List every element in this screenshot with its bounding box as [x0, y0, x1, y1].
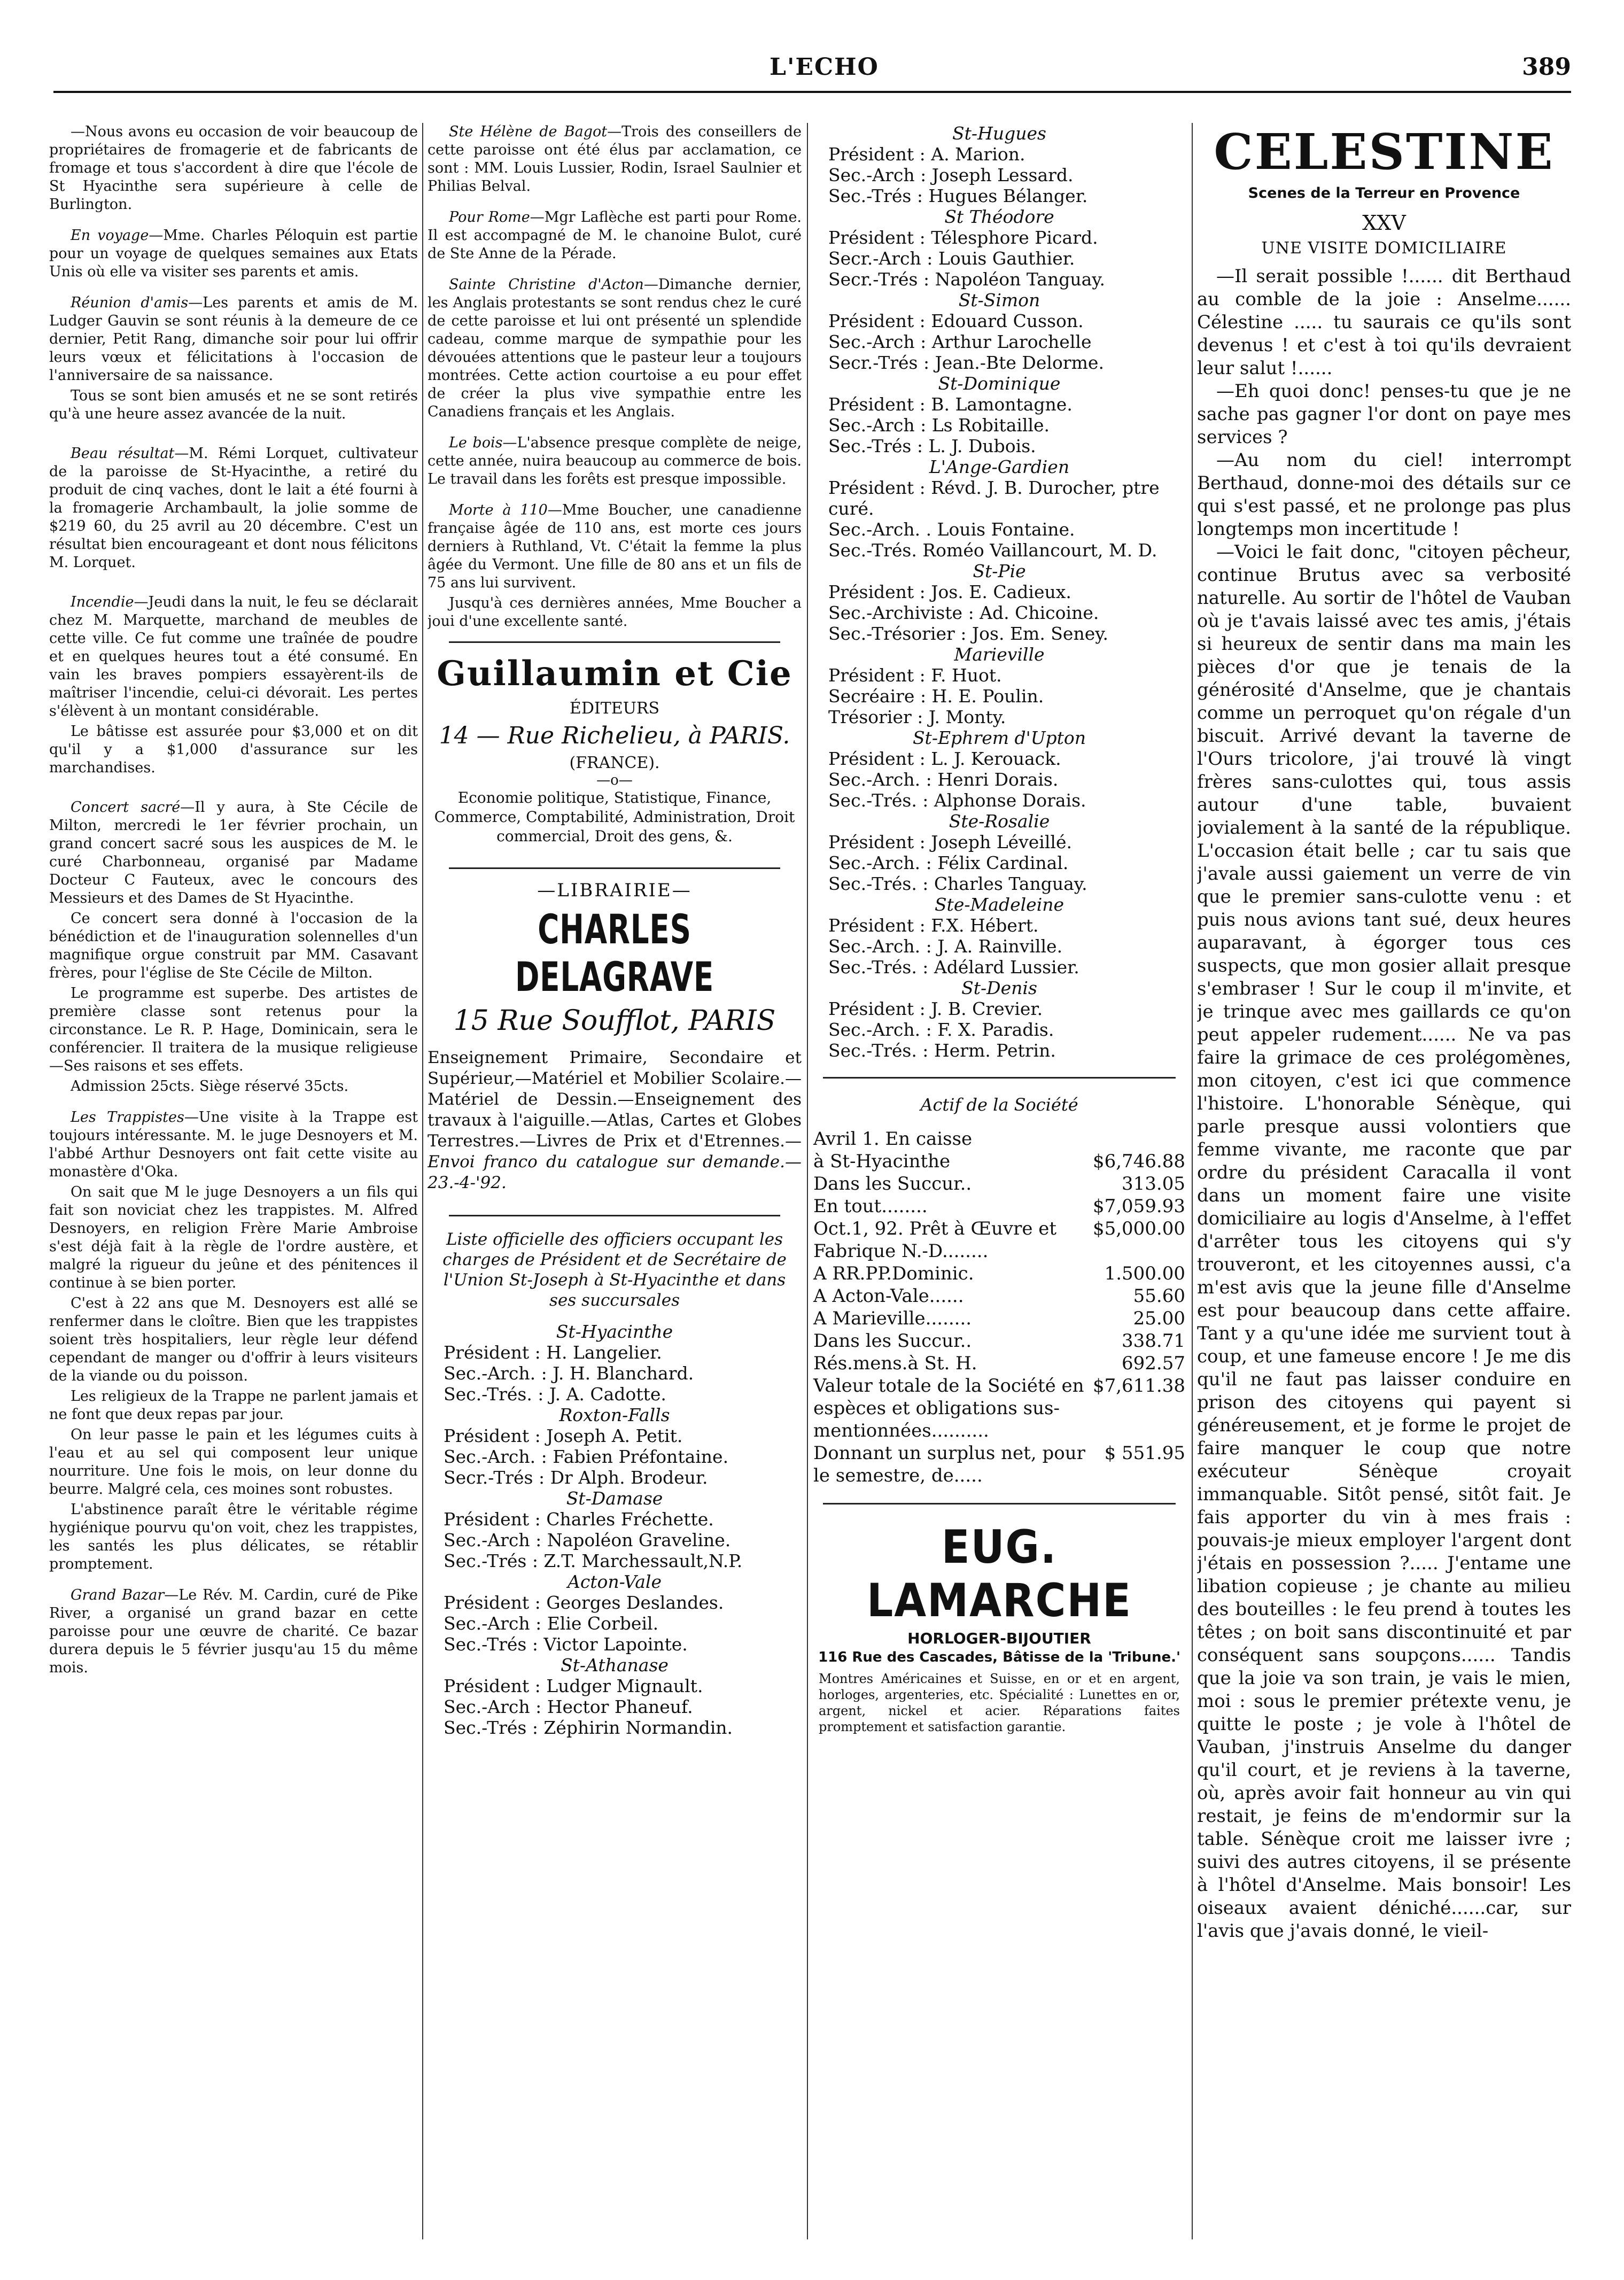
- actif-value: $6,746.88: [1092, 1151, 1185, 1172]
- officer-row: Président : Révd. J. B. Durocher, ptre curé.: [828, 477, 1160, 519]
- news-item: [49, 445, 418, 572]
- actif-label: Dans les Succur..: [813, 1330, 972, 1352]
- officer-row: Sec.-Trés. Roméo Vaillancourt, M. D.: [828, 540, 1157, 561]
- officer-row: Sec.-Trés. : Charles Tanguay.: [828, 873, 1087, 894]
- actif-row: [812, 1150, 1186, 1173]
- officer-row: Président : L. J. Kerouack.: [828, 748, 1061, 769]
- divider: [449, 867, 780, 869]
- officer-row: Sec.-Arch : Joseph Lessard.: [828, 165, 1074, 185]
- officer-row: Sec.-Arch. : Henri Dorais.: [828, 769, 1059, 790]
- actif-row: [812, 1330, 1186, 1352]
- officer-row: Sec.-Trés : Z.T. Marchessault,N.P.: [444, 1550, 743, 1571]
- news-item: [428, 208, 802, 263]
- ad-date: —23.-4-'92.: [428, 1152, 802, 1192]
- officer-row: Sec.-Arch. : J. H. Blanchard.: [444, 1363, 694, 1384]
- news-item: Jusqu'à ces dernières années, Mme Boucher a joui d'une excellente santé.: [428, 595, 802, 630]
- novel-paragraph: —Voici le fait donc, "citoyen pêcheur, continue Brutus avec sa verbosité naturelle. Au sortir de l'hôtel de Vauban où je t'avais laissé avec tes amis, j'étais si heureux de sentir dans ma main les pièces d'or que je tenais de la générosité d'Anselme, que je chantais comme un perroquet qu'on régale d'un biscuit. Arrivé devant la taverne de l'Ours tricolore, j'ai trouvé là vingt frères sans-culottes qui, tous assis autour d'une table, buvaient jovialement à la santé de la république. L'occasion était belle ; car tu sais que j'avale aussi gaiement un verre de vin que le premier sans-culotte venu : et puis nous avions tant sué, deux heures auparavant, à égorger tous ces suspects, que mon gosier allait presque s'embraser ! Sur le coup il m'invite, et je trinque avec mes gaillards ce qu'on peut appeler rudement...... Ne va pas faire la grimace de ces prolégomènes, mon citoyen, c'est ici que commence l'histoire. L'honorable Sénèque, qui parle presque aussi volontiers que femme vivante, me raconte que par ordre du président Caracalla il vont dans un moment faire une visite domiciliaire au logis d'Anselme, à l'effet d'arrêter tous les citoyens qui s'y trouveront, et les citoyennes aussi, c'a m'est avis que la jeune fille d'Anselme est pour beaucoup dans cette affaire. Tant y a qu'une idée me survient tout à coup, et une fameuse encore ! Je me dis qu'il ne faut pas laisser conduire en prison des citoyens qui payent si généreusement, et je forme le projet de faire manquer le coup que notre exécuteur Sénèque croyait immanquable. Sitôt pensé, sitôt fait. Je fais apporter du vin à mes frais : pouvais-je mieux employer l'argent dont j'étais en possession ?..... J'entame une libation copieuse ; je chante au milieu des bouteilles : le feu prend à toutes les têtes ; on boit sans discontinuité et par conséquent sans soupçons...... Tandis que la joie va son train, je vais le mien, moi : sous le premier prétexte venu, je quitte le poste ; je vole à l'hôtel de Vauban, j'instruis Anselme du danger qu'il court, et je reviens à la taverne, où, après avoir fait honneur au vin qui restait, je feins de m'endormir sur la table. Sénèque croit me laisser ivre ; suivi des autres citoyens, il se présente à l'hôtel d'Anselme. Mais bonsoir! Les oiseaux avaient déniché......car, sur l'avis que j'avais donné, le vieil-: [1197, 541, 1571, 1942]
- page-header: [53, 53, 1571, 96]
- news-item: [49, 593, 418, 720]
- jeweler-trade: HORLOGER-BIJOUTIER: [907, 1630, 1091, 1647]
- news-column-3: [812, 123, 1186, 2255]
- officer-row: Président : Joseph Léveillé.: [828, 832, 1072, 852]
- officer-row: Sec.-Arch. : Fabien Préfontaine.: [444, 1446, 729, 1467]
- jeweler-name: EUG. LAMARCHE: [866, 1521, 1132, 1627]
- parish-name: St-Simon: [958, 290, 1040, 311]
- separator: —o—: [596, 772, 633, 788]
- actif-value: 1.500.00: [1104, 1263, 1185, 1284]
- actif-value: 338.71: [1122, 1330, 1185, 1352]
- actif-value: 25.00: [1133, 1308, 1185, 1329]
- actif-value: 313.05: [1122, 1173, 1185, 1195]
- divider: [823, 1503, 1176, 1505]
- chapter-number: XXV: [1362, 211, 1406, 235]
- actif-row: [812, 1442, 1186, 1487]
- publisher-role: ÉDITEURS: [569, 699, 660, 718]
- officer-row: Sec.-Arch. . Louis Fontaine.: [828, 519, 1075, 540]
- officer-row: Président : F.X. Hébert.: [828, 915, 1039, 936]
- news-lead: En voyage: [71, 227, 149, 244]
- officer-row: Sec.-Trésorier : Jos. Em. Seney.: [828, 623, 1108, 644]
- actif-row: [812, 1195, 1186, 1217]
- news-item: [428, 123, 802, 196]
- news-column-2: [428, 123, 802, 2255]
- actif-label: Donnant un surplus net, pour le semestre, de.....: [813, 1443, 1085, 1486]
- actif-label: En tout........: [813, 1196, 928, 1217]
- actif-value: $7,611.38: [1092, 1375, 1185, 1397]
- actif-label: à St-Hyacinthe: [813, 1151, 951, 1172]
- bookseller-text: Enseignement Primaire, Secondaire et Supérieur,—Matériel et Mobilier Scolaire.—Matériel de Dessin.—Enseignement des travaux à l'aiguille.—Atlas, Cartes et Globes Terrestres.—Livres de Prix et d'Etrennes.—: [428, 1048, 802, 1151]
- officer-row: Président : Charles Fréchette.: [444, 1509, 714, 1530]
- news-item: L'abstinence paraît être le véritable régime hygiénique pourvu qu'on voit, chez les trappistes, les santés les plus délicates, se rétablir promptement.: [49, 1501, 418, 1572]
- officer-row: Secr.-Trés : Napoléon Tanguay.: [828, 269, 1105, 290]
- officer-row: Secr.-Trés : Jean.-Bte Delorme.: [828, 352, 1104, 373]
- news-item: [428, 501, 802, 592]
- header-rule: [53, 91, 1571, 93]
- parish-name: St-Athanase: [561, 1655, 669, 1676]
- divider: [449, 1215, 780, 1216]
- officer-row: Président : Jos. E. Cadieux.: [828, 581, 1071, 602]
- novel-paragraph: —Eh quoi donc! penses-tu que je ne sache pas gagner l'or dont on paye mes services ?: [1197, 381, 1571, 448]
- parish-name: St-Dominique: [938, 373, 1061, 394]
- actif-row: [812, 1128, 1186, 1150]
- officer-row: Sec.-Trés. : J. A. Cadotte.: [444, 1384, 666, 1405]
- news-item: [49, 798, 418, 908]
- news-text: —Le Rév. M. Cardin, curé de Pike River, a organisé un grand bazar en cette paroisse pour une œuvre de charité. Ce bazar durera depuis le 5 février jusqu'au 15 du même mois.: [49, 1587, 418, 1676]
- officer-row: Sec.-Arch. : F. X. Paradis.: [828, 1019, 1054, 1040]
- news-column-1: [49, 123, 418, 2255]
- column-divider: [422, 123, 423, 2239]
- actif-row: [812, 1173, 1186, 1195]
- officer-row: Sec.-Trés : Victor Lapointe.: [444, 1634, 688, 1655]
- actif-row: [812, 1262, 1186, 1285]
- news-lead: Grand Bazar: [71, 1587, 165, 1603]
- news-item: [49, 294, 418, 385]
- officers-list: [812, 123, 1186, 1061]
- news-item: Les religieux de la Trappe ne parlent jamais et ne font que deux repas par jour.: [49, 1388, 418, 1423]
- news-text: —Jeudi dans la nuit, le feu se déclarait chez M. Marquette, marchand de meubles de cette ville. Ce fut comme une traînée de poudre et en quelques heures tout a été consumé. En vain les braves pompiers essayèrent-ils de maîtriser l'incendie, celui-ci dévorait. Les pertes s'élèvent à un montant considérable.: [49, 594, 418, 719]
- news-text: —Mme. Charles Péloquin est partie pour un voyage de quelques semaines aux Etats Unis où elle va visiter ses parents et amis.: [49, 227, 418, 280]
- news-text: —Dimanche dernier, les Anglais protestants se sont rendus chez le curé de cette paroisse et lui ont présenté un splendide cadeau, comme marque de sympathie pour les dévouées attentions que le pasteur leur a toujours montrées. Cette action courtoise a eu pour effet de créer la plus vive sympathie entre les Canadiens français et les Anglais.: [428, 276, 802, 420]
- actif-row: [812, 1285, 1186, 1307]
- actif-label: Rés.mens.à St. H.: [813, 1353, 977, 1374]
- news-text: —Il y aura, à Ste Cécile de Milton, mercredi le 1er février prochain, un grand concert sacré sous les auspices de M. le curé Charbonneau, organisé par Madame Docteur C Fauteux, avec le concours des Messieurs et des Dames de St Hyacinthe.: [49, 799, 418, 906]
- parish-name: St-Pie: [973, 561, 1026, 581]
- actif-label: Valeur totale de la Société en espèces et obligations sus-mentionnées..........: [813, 1375, 1084, 1441]
- parish-name: St-Hyacinthe: [556, 1321, 673, 1342]
- actif-label: Dans les Succur..: [813, 1173, 972, 1195]
- officers-list-title: Liste officielle des officiers occupant les charges de Président et de Secrétaire de l'Union St-Joseph à St-Hyacinthe et dans ses succursales: [442, 1230, 787, 1310]
- officer-row: Sec.-Trés. : Adélard Lussier.: [828, 957, 1079, 978]
- actif-title: Actif de la Société: [920, 1095, 1078, 1115]
- news-text: —Une visite à la Trappe est toujours intéressante. M. le juge Desnoyers et M. l'abbé Arthur Desnoyers ont fait cette visite au monastère d'Oka.: [49, 1109, 418, 1180]
- news-item: Le programme est superbe. Des artistes de première classe sont retenus pour la circonstance. Le R. P. Hage, Dominicain, sera le conférencier. Il traitera de la musique religieuse—Ses raisons et ses effets.: [49, 985, 418, 1074]
- officer-row: Sec.-Archiviste : Ad. Chicoine.: [828, 602, 1099, 623]
- officer-row: Sec.-Trés : Hugues Bélanger.: [828, 185, 1088, 206]
- parish-name: St-Ephrem d'Upton: [912, 727, 1086, 748]
- parish-name: Ste-Madeleine: [934, 894, 1064, 915]
- actif-row: [812, 1375, 1186, 1442]
- news-text: —Mme Boucher, une canadienne française âgée de 110 ans, est morte ces jours derniers à Ruthland, Vt. C'était la femme la plus âgée du Vermont. Une fille de 80 ans et un fils de 75 ans lui survivent.: [428, 502, 802, 591]
- news-lead: Réunion d'amis: [71, 294, 189, 311]
- officer-row: Sec.-Arch : Napoléon Graveline.: [444, 1530, 731, 1550]
- parish-name: Roxton-Falls: [559, 1405, 670, 1425]
- parish-name: St-Denis: [961, 978, 1037, 998]
- actif-value: $5,000.00: [1092, 1218, 1185, 1239]
- publisher-country: (FRANCE).: [569, 754, 660, 772]
- librairie-heading: —LIBRAIRIE—: [537, 880, 692, 901]
- actif-value: 55.60: [1133, 1285, 1185, 1307]
- officer-row: Président : B. Lamontagne.: [828, 394, 1073, 415]
- parish-name: Acton-Vale: [567, 1571, 662, 1592]
- officer-row: Président : Georges Deslandes.: [444, 1592, 724, 1613]
- feuilleton-title: CELESTINE: [1214, 123, 1555, 181]
- news-lead: Incendie: [71, 594, 134, 610]
- officer-row: Sec.-Arch : Ls Robitaille.: [828, 415, 1050, 436]
- officer-row: Sec.-Trés : L. J. Dubois.: [828, 436, 1036, 456]
- actif-row: [812, 1307, 1186, 1330]
- parish-name: L'Ange-Gardien: [929, 456, 1070, 477]
- actif-value: [1092, 1128, 1186, 1150]
- news-lead: Beau résultat: [71, 445, 175, 462]
- news-text: —M. Rémi Lorquet, cultivateur de la paroisse de St-Hyacinthe, a retiré du produit de cinq vaches, dont le lait a été fourni à la fromagerie Archambault, la jolie somme de $219 60, du 25 avril au 20 décembre. C'est un résultat bien encourageant et dont nous félicitons M. Lorquet.: [49, 445, 418, 571]
- officer-row: Trésorier : J. Monty.: [828, 707, 1006, 727]
- actif-row: [812, 1352, 1186, 1375]
- divider: [823, 1077, 1176, 1079]
- officer-row: Sec.-Trés. : Alphonse Dorais.: [828, 790, 1086, 811]
- novel-paragraph: —Au nom du ciel! interrompt Berthaud, donne-moi des détails sur ce qui s'est passé, et ne prolonge pas plus longtemps mon incertitude !: [1197, 449, 1571, 540]
- actif-table: [812, 1128, 1186, 1487]
- news-text: —Trois des conseillers de cette paroisse ont été élus par acclamation, ce sont : MM. Louis Lussier, Rodin, Israel Saulnier et Philias Belval.: [428, 123, 802, 195]
- actif-label: Avril 1. En caisse: [813, 1128, 973, 1150]
- officer-row: Président : J. B. Crevier.: [828, 998, 1043, 1019]
- news-item: Ce concert sera donné à l'occasion de la bénédiction et de l'inauguration solennelles d'un magnifique orgue construit par MM. Casavant frères, pour l'église de Ste Cécile de Milton.: [49, 910, 418, 981]
- jeweler-body: Montres Américaines et Suisse, en or et en argent, horloges, argenteries, etc. Spécialité : Lunettes en or, argent, nickel et acier. Réparations faites promptement et satisfaction garantie.: [819, 1671, 1180, 1734]
- officer-row: Président : Télesphore Picard.: [828, 227, 1098, 248]
- guillaumin-ad: [428, 654, 802, 846]
- officer-row: Secr.-Trés : Dr Alph. Brodeur.: [444, 1467, 708, 1488]
- news-item: [428, 434, 802, 488]
- feuilleton-text: [1197, 265, 1571, 1943]
- officer-row: Sec.-Arch. : J. A. Rainville.: [828, 936, 1063, 957]
- publisher-address: 14 — Rue Richelieu, à PARIS.: [439, 722, 790, 749]
- novel-paragraph: —Il serait possible !...... dit Berthaud au comble de la joie : Anselme...... Célestine ..... tu saurais ce qu'ils sont devenus ! et c'est à toi qu'ils devraient leur salut !......: [1197, 266, 1571, 379]
- officer-row: Président : Joseph A. Petit.: [444, 1425, 683, 1446]
- publisher-name: Guillaumin et Cie: [437, 654, 792, 694]
- chapter-title: UNE VISITE DOMICILIAIRE: [1261, 239, 1507, 258]
- bookseller-name: CHARLES DELAGRAVE: [515, 905, 714, 1001]
- actif-value: 692.57: [1122, 1353, 1185, 1374]
- news-lead: Concert sacré: [71, 799, 181, 816]
- officer-row: Secréaire : H. E. Poulin.: [828, 686, 1044, 707]
- column-divider: [1192, 123, 1193, 2239]
- column-divider: [807, 123, 808, 2239]
- actif-label: A RR.PP.Dominic.: [813, 1263, 974, 1284]
- delagrave-ad: [428, 905, 802, 1193]
- actif-label: Oct.1, 92. Prêt à Œuvre et Fabrique N.-D........: [813, 1218, 1057, 1262]
- actif-row: [812, 1217, 1186, 1262]
- news-item: On sait que M le juge Desnoyers a un fils qui fait son noviciat chez les trappistes. M. Alfred Desnoyers, en religion Frère Marie Ambroise s'est déjà fait à la règle de l'ordre austère, et malgré la rigueur du jeûne et des pénitences il continue à se bien porter.: [49, 1184, 418, 1291]
- news-lead: Les Trappistes: [71, 1109, 184, 1126]
- officer-row: Sec.-Arch : Hector Phaneuf.: [444, 1696, 693, 1717]
- parish-name: St-Damase: [566, 1488, 663, 1509]
- news-text: —L'absence presque complète de neige, cette année, nuira beaucoup au commerce de bois. Le travail dans les forêts est presque impossible.: [428, 435, 802, 487]
- page-number: 389: [1522, 53, 1571, 81]
- news-item: Le bâtisse est assurée pour $3,000 et on dit qu'il y a $1,000 d'assurance sur les marchandises.: [49, 723, 418, 776]
- officer-row: Président : Ludger Mignault.: [444, 1676, 703, 1696]
- news-text: —Mgr Laflèche est parti pour Rome. Il est accompagné de M. le chanoine Bulot, curé de Ste Anne de la Pérade.: [428, 209, 802, 262]
- feuilleton-column: [1197, 123, 1571, 2255]
- news-item: [49, 1586, 418, 1677]
- publisher-topics: Economie politique, Statistique, Finance, Commerce, Comptabilité, Administration, Droit commercial, Droit des gens, &.: [434, 789, 795, 845]
- actif-value: $7,059.93: [1092, 1196, 1185, 1217]
- parish-name: St-Hugues: [952, 123, 1046, 144]
- news-item: [428, 276, 802, 421]
- officer-row: Président : A. Marion.: [828, 144, 1025, 165]
- news-item: Admission 25cts. Siège réservé 35cts.: [71, 1078, 349, 1095]
- news-item: On leur passe le pain et les légumes cuits à l'eau et au sel qui composent leur unique nourriture. Une fois le mois, on leur donne du beurre. Malgré cela, ces moines sont robustes.: [49, 1426, 418, 1498]
- news-text: —Les parents et amis de M. Ludger Gauvin se sont réunis à la demeure de ce dernier, Petit Rang, dimanche soir pour lui offrir leurs vœux et félicitations à l'occasion de l'anniversaire de sa naissance.: [49, 294, 418, 384]
- officer-row: Sec.-Arch : Elie Corbeil.: [444, 1613, 659, 1634]
- jeweler-address: 116 Rue des Cascades, Bâtisse de la 'Tribune.': [818, 1649, 1180, 1665]
- bookseller-address: 15 Rue Soufflot, PARIS: [453, 1005, 776, 1037]
- officer-row: Sec.-Arch : Arthur Larochelle: [828, 331, 1092, 352]
- newspaper-title: L'ECHO: [770, 53, 879, 81]
- news-lead: Le bois: [449, 435, 503, 451]
- actif-label: A Marieville........: [813, 1308, 972, 1329]
- news-item: —Nous avons eu occasion de voir beaucoup de propriétaires de fromagerie et de fabricants de fromage et tous s'accordent à dire que l'école de St Hyacinthe sera supérieure à celle de Burlington.: [49, 123, 418, 213]
- officer-row: Secr.-Arch : Louis Gauthier.: [828, 248, 1075, 269]
- news-lead: Ste Hélène de Bagot: [449, 123, 608, 140]
- officer-row: Président : H. Langelier.: [444, 1342, 662, 1363]
- actif-label: A Acton-Vale......: [813, 1285, 964, 1307]
- officer-row: Président : F. Huot.: [828, 665, 1002, 686]
- news-item: Tous se sont bien amusés et ne se sont retirés qu'à une heure assez avancée de la nuit.: [49, 387, 418, 422]
- divider: [449, 641, 780, 643]
- officer-row: Sec.-Trés : Zéphirin Normandin.: [444, 1717, 733, 1738]
- parish-name: Ste-Rosalie: [949, 811, 1050, 832]
- news-lead: Pour Rome: [449, 209, 530, 226]
- actif-value: $ 551.95: [1104, 1443, 1185, 1464]
- officer-row: Sec.-Arch. : Félix Cardinal.: [828, 852, 1069, 873]
- lamarche-ad: [812, 1521, 1186, 1735]
- parish-name: Marieville: [954, 644, 1045, 665]
- officer-row: Président : Edouard Cusson.: [828, 311, 1084, 331]
- news-item: [49, 227, 418, 281]
- news-lead: Sainte Christine d'Acton: [449, 276, 644, 293]
- officer-row: Sec.-Trés. : Herm. Petrin.: [828, 1040, 1056, 1061]
- feuilleton-subtitle: Scenes de la Terreur en Provence: [1248, 185, 1520, 201]
- news-item: C'est à 22 ans que M. Desnoyers est allé se renfermer dans le cloître. Bien que les trappistes soient très hospitaliers, leur règle leur défend cependant de manger ou d'offrir à leurs visiteurs de la viande ou du poisson.: [49, 1295, 418, 1384]
- parish-name: St Théodore: [944, 206, 1054, 227]
- officers-list: [428, 1321, 802, 1738]
- bookseller-catalog: Envoi franco du catalogue sur demande.: [428, 1152, 785, 1172]
- news-lead: Morte à 110: [449, 502, 548, 518]
- bookseller-topics: [428, 1048, 802, 1193]
- news-item: [49, 1108, 418, 1181]
